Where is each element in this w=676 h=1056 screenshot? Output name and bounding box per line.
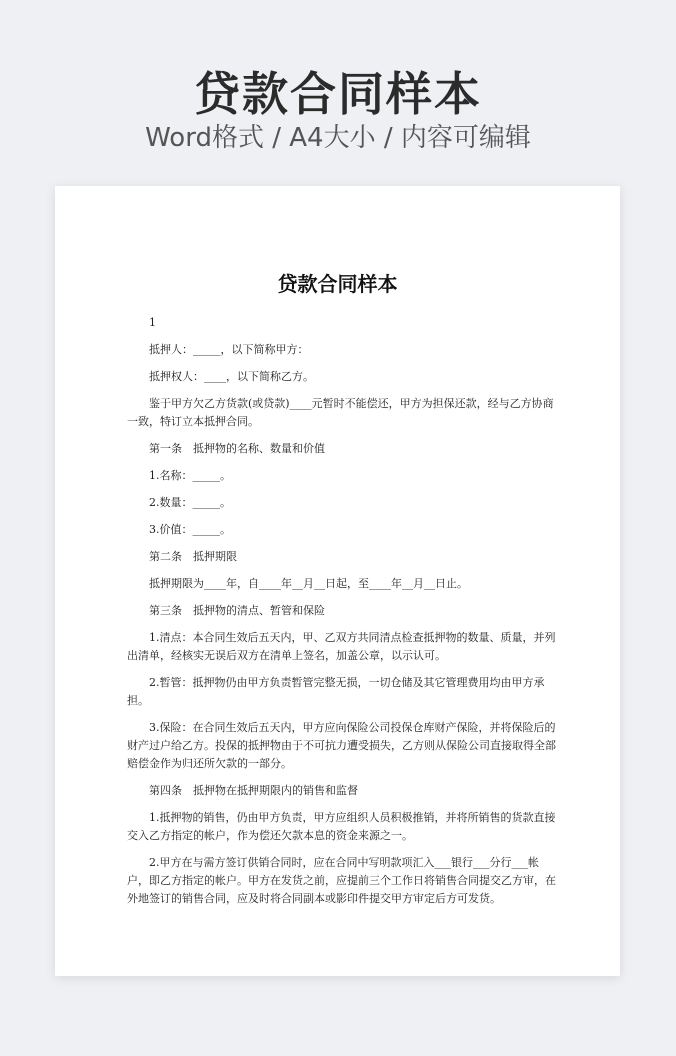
document-page	[55, 186, 620, 976]
paragraph: 2.数量：_____。	[149, 496, 231, 509]
section-heading: 第一条 抵押物的名称、数量和价值	[149, 442, 325, 455]
paragraph: 1.清点：本合同生效后五天内，甲、乙双方共同清点检查抵押物的数量、质量，并列出清单，经核实无误后双方在清单上签名，加盖公章，以示认可。	[127, 631, 556, 662]
paragraph: 1	[149, 316, 156, 329]
paragraph: 抵押人：_____，以下简称甲方：	[149, 343, 309, 356]
paragraph: 1.名称：_____。	[149, 469, 231, 482]
paragraph: 1.抵押物的销售，仍由甲方负责，甲方应组织人员积极推销，并将所销售的货款直接交入乙方指定的帐户，作为偿还欠款本息的资金来源之一。	[127, 811, 556, 842]
paragraph: 2.甲方在与需方签订供销合同时，应在合同中写明款项汇入___银行___分行___帐户，即乙方指定的帐户。甲方在发货之前，应提前三个工作日将销售合同提交乙方审，在外地签订的销售合同，应及时将合同副本或影印件提交甲方审定后方可发货。	[127, 856, 556, 905]
page-subtitle: Word格式 / A4大小 / 内容可编辑	[145, 123, 531, 153]
section-heading: 第二条 抵押期限	[149, 550, 237, 563]
section-heading: 第四条 抵押物在抵押期限内的销售和监督	[149, 784, 358, 797]
paragraph: 3.保险：在合同生效后五天内，甲方应向保险公司投保仓库财产保险，并将保险后的财产过户给乙方。投保的抵押物由于不可抗力遭受损失，乙方则从保险公司直接取得全部赔偿金作为归还所欠款的一部分。	[127, 721, 556, 770]
paragraph: 抵押权人：____，以下简称乙方。	[149, 370, 314, 383]
page-title: 贷款合同样本	[194, 67, 482, 121]
document-body	[127, 314, 557, 908]
paragraph: 抵押期限为____年，自____年__月__日起，至____年__月__日止。	[149, 577, 468, 590]
paragraph: 2.暂管：抵押物仍由甲方负责暂管完整无损，一切仓储及其它管理费用均由甲方承担。	[127, 676, 545, 707]
document-title: 贷款合同样本	[277, 272, 398, 296]
paragraph: 鉴于甲方欠乙方货款(或贷款)____元暂时不能偿还，甲方为担保还款，经与乙方协商一致，特订立本抵押合同。	[127, 397, 554, 428]
section-heading: 第三条 抵押物的清点、暂管和保险	[149, 604, 325, 617]
paragraph: 3.价值：_____。	[149, 523, 231, 536]
